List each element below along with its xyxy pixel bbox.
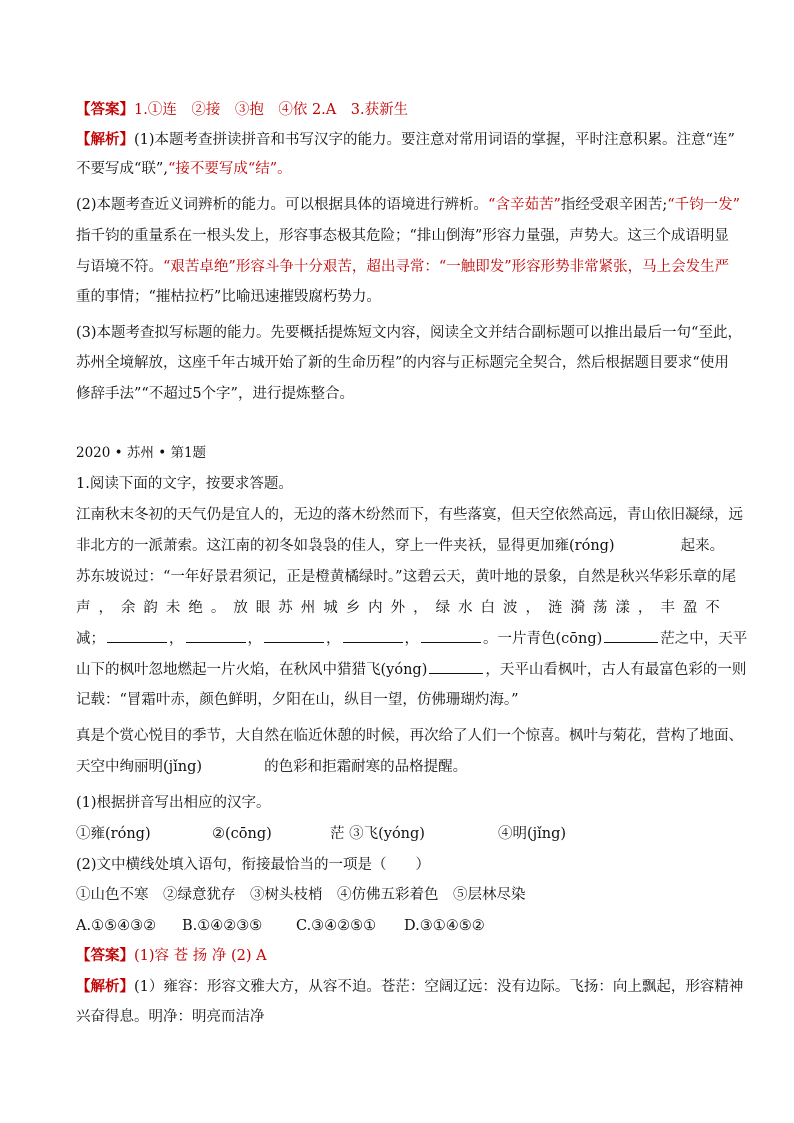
sub-question-2: (2)文中横线处填入语句，衔接最恰当的一项是（ ） (76, 857, 431, 873)
passage-text: 起来。 (680, 538, 725, 554)
passage-line: 苏东坡说过：“一年好景君须记，正是橙黄橘绿时。”这碧云天，黄叶地的景象，自然是秋兴华彩乐章的尾 (76, 569, 737, 585)
analysis-2-line-1 (76, 977, 743, 997)
analysis-text: (3)本题考查拟写标题的能力。先要概括提炼短文内容，阅读全文并结合副标题可以推出最后一句“至此， (76, 325, 742, 341)
passage-line: 记载：“冒霜叶赤，颜色鲜明，夕阳在山，纵目一望，仿佛珊瑚灼海。” (76, 692, 519, 708)
analysis-line-1 (76, 130, 735, 150)
analysis-text-red: “千钧一发” (667, 197, 741, 213)
passage-text: 茫之中，天平 (660, 631, 748, 647)
analysis-text: 重的事情；“摧枯拉朽”比喻迅速摧毁腐朽势力。 (76, 289, 381, 305)
passage-line (76, 659, 746, 680)
analysis-text-red: “一触即发”形容形势非常紧张，马上会发生严 (438, 259, 730, 275)
answer-line-1 (76, 100, 408, 120)
question-intro: 1.阅读下面的文字，按要求答题。 (76, 476, 293, 492)
analysis-tag: 【解析】 (76, 131, 134, 148)
fill-blank (343, 628, 403, 643)
pinyin-item: ④明(jǐng) (498, 826, 567, 842)
phrase-options: ①山色不寒 ②绿意犹存 ③树头枝梢 ④仿佛五彩着色 ⑤层林尽染 (76, 887, 526, 903)
analysis-2-line-2: 兴奋得息。明净：明亮而洁净 (76, 1009, 265, 1025)
analysis-line-6 (76, 287, 381, 307)
analysis-text: 修辞手法”“不超过5个字”，进行提炼整合。 (76, 386, 354, 402)
analysis-line-3 (76, 195, 740, 215)
passage-text: 非北方的一派萧索。这江南的初冬如袅袅的佳人，穿上一件夹袄，显得更加雍(róng) (76, 538, 615, 554)
passage-text: 声，余韵未绝。放眼苏州城乡内外，绿水白波，涟漪荡漾，丰盈不 (76, 600, 728, 616)
passage-text: 。一片青色(cōng) (483, 631, 603, 647)
fill-blank (429, 659, 483, 674)
analysis-text-red: “含辛茹苦” (488, 197, 561, 213)
fill-blank (107, 628, 167, 643)
passage-line (76, 536, 724, 556)
pinyin-item: ②(cōng) (212, 826, 272, 842)
analysis-text-red: “艰苦卓绝”形容斗争十分艰苦，超出寻常： (163, 259, 439, 275)
passage-text: 天空中绚丽明(jǐng) (76, 759, 203, 775)
choice-option: D.③①④⑤② (404, 918, 485, 934)
passage-text: 山下的枫叶忽地燃起一片火焰，在秋风中猎猎飞(yóng) (76, 662, 428, 678)
pinyin-item: ①雍(róng) (76, 826, 151, 842)
passage-line (76, 757, 467, 777)
analysis-line-4 (76, 226, 729, 246)
fill-blank (186, 628, 246, 643)
answer-tag: 【答案】 (76, 101, 134, 118)
analysis-line-8 (76, 353, 729, 373)
analysis-text: 指千钧的重量系在一根头发上，形容事态极其危险；“排山倒海”形容力量强，声势大。这三个成语明显 (76, 228, 729, 244)
analysis-text: 指经受艰辛困苦; (560, 197, 668, 213)
analysis-line-5 (76, 257, 729, 277)
fill-blank (421, 628, 481, 643)
analysis-text: (2)本题考查近义词辨析的能力。可以根据具体的语境进行辨析。 (76, 197, 489, 213)
passage-line (76, 598, 728, 618)
analysis-text: (1）雍容：形容文雅大方，从容不迫。苍茫：空阔辽远：没有边际。飞扬：向上飘起，形容精神 (134, 979, 744, 995)
sub-question-1: (1)根据拼音写出相应的汉字。 (76, 795, 271, 811)
passage-line: 真是个赏心悦目的季节，大自然在临近休憩的时候，再次给了人们一个惊喜。枫叶与菊花，营构了地面、 (76, 728, 743, 744)
question-source: 2020 • 苏州 • 第1题 (76, 445, 207, 461)
pinyin-item: 茫 ③飞(yóng) (330, 826, 425, 842)
passage-text: ，天平山看枫叶，古人有最富色彩的一则 (485, 662, 747, 678)
answer-text: (1)容 苍 扬 净 (2) A (134, 948, 267, 964)
fill-blank (604, 628, 658, 643)
choice-option: C.③④②⑤① (296, 918, 377, 934)
choice-option: A.①⑤④③② (76, 918, 157, 934)
analysis-line-7 (76, 323, 742, 343)
analysis-text: 与语境不符。 (76, 259, 163, 275)
answer-tag: 【答案】 (76, 947, 134, 964)
choice-option: B.①④②③⑤ (182, 918, 263, 934)
answer-text: 1.①连 ②接 ③抱 ④依 2.A 3.获新生 (134, 102, 409, 118)
answer-line-2 (76, 946, 267, 966)
analysis-text: (1)本题考查拼读拼音和书写汉字的能力。要注意对常用词语的掌握，平时注意积累。注意“连” (134, 132, 735, 148)
passage-line: 江南秋末冬初的天气仍是宜人的，无边的落木纷然而下，有些落寞，但天空依然高远，青山依旧凝绿，远 (76, 507, 743, 523)
analysis-tag: 【解析】 (76, 978, 134, 995)
passage-line: 减； ， ， ， ， 。一片青色(cōng) 茫之中，天平 (76, 628, 747, 649)
analysis-text-red: “接不要写成“结”。 (167, 161, 292, 177)
analysis-text: 苏州全境解放，这座千年古城开始了新的生命历程”的内容与正标题完全契合，然后根据题目要求“使用 (76, 355, 729, 371)
analysis-line-2 (76, 159, 292, 179)
passage-text: 的色彩和拒霜耐寒的品格提醒。 (264, 759, 468, 775)
passage-text: 减； (76, 631, 105, 647)
analysis-text: 不要写成“联”, (76, 161, 168, 177)
analysis-line-9 (76, 384, 354, 404)
fill-blank (264, 628, 324, 643)
